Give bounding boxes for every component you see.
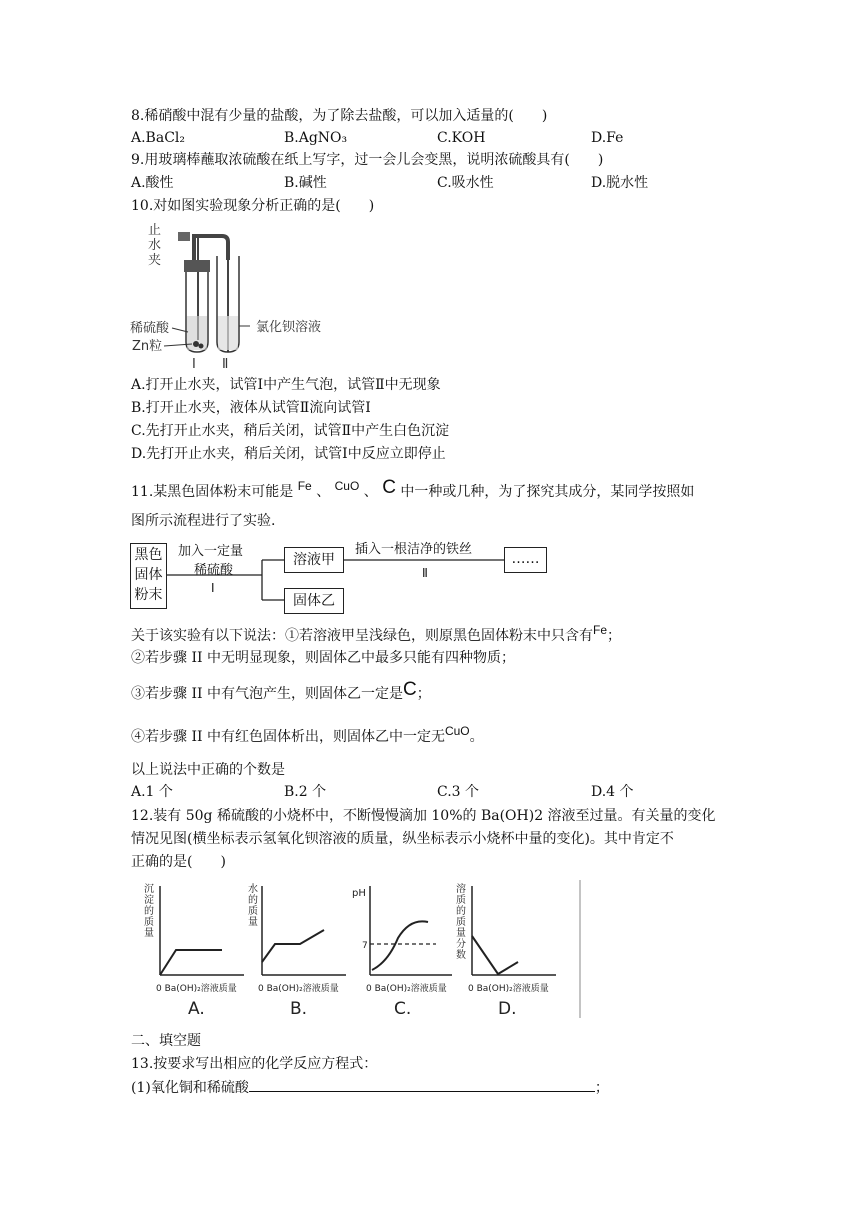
q11-option-d: D.4 个: [591, 784, 634, 800]
svg-text:质: 质: [248, 906, 258, 917]
tube-1-label: Ⅰ: [192, 357, 196, 372]
zn-label: Zn粒: [132, 339, 163, 354]
flow-start-box: [130, 543, 167, 609]
svg-text:溶: 溶: [456, 884, 466, 895]
svg-text:分: 分: [456, 939, 466, 950]
q8-option-c: C.KOH: [437, 130, 486, 146]
q10-stem: 10.对如图实验现象分析正确的是( ): [131, 198, 375, 214]
svg-text:量: 量: [144, 928, 154, 939]
q9-option-b: B.碱性: [284, 175, 327, 191]
fe-formula: Fe: [297, 479, 312, 493]
q11-stem-line1: 11.某黑色固体粉末可能是 Fe 、 CuO 、 C 中一种或几种，为了探究其成分，某同学按照如: [131, 477, 695, 500]
q12-stem-3: 正确的是( ): [131, 854, 226, 870]
chart-c-letter: C.: [394, 999, 412, 1019]
fe-formula: Fe: [593, 623, 608, 637]
chart-b-curve: [262, 930, 324, 962]
svg-text:质: 质: [456, 917, 466, 928]
solution-box: [284, 547, 344, 573]
step1-mid: 稀硫酸: [194, 563, 234, 578]
svg-text:的: 的: [144, 906, 154, 917]
clamp-label-3: 夹: [148, 253, 162, 268]
q10-option-d: D.先打开止水夹，稍后关闭，试管Ⅰ中反应立即停止: [131, 446, 446, 462]
q12-stem-1: 12.装有 50g 稀硫酸的小烧杯中，不断慢慢滴加 10%的 Ba(OH)2 溶液至过量。有关量的变化: [131, 808, 716, 824]
chart-b: [248, 882, 346, 1019]
cuo-formula: CuO: [334, 479, 360, 493]
q12-charts: [140, 878, 585, 1020]
q11-statement-1: 关于该实验有以下说法：①若溶液甲呈浅绿色，则原黑色固体粉末中只含有Fe；: [131, 623, 622, 644]
q10-option-b: B.打开止水夹，液体从试管Ⅱ流向试管Ⅰ: [131, 400, 371, 416]
q9-stem: 9.用玻璃棒蘸取浓硫酸在纸上写字，过一会儿会变黑，说明浓硫酸具有( ): [131, 152, 604, 168]
svg-text:量: 量: [248, 917, 258, 928]
svg-text:质: 质: [456, 895, 466, 906]
bacl2-label: 氯化钡溶液: [256, 320, 322, 335]
tube-2-label: Ⅱ: [222, 357, 229, 372]
flow-start-label: 黑色固体粉末: [134, 547, 163, 603]
chart-b-xlabel: 0 Ba(OH)₂溶液质量: [258, 984, 339, 994]
chart-a: [144, 883, 244, 1019]
clamp-icon: [178, 232, 190, 241]
q13-stem: 13.按要求写出相应的化学反应方程式：: [131, 1056, 378, 1072]
q12-stem-2: 情况见图(横坐标表示氢氧化钡溶液的质量，纵坐标表示小烧杯中量的变化)。其中肯定不: [131, 831, 674, 847]
section-2-heading: 二、填空题: [131, 1033, 201, 1049]
solid-box: [284, 588, 344, 614]
q9-option-a: A.酸性: [131, 175, 174, 191]
q11-statement-2: ②若步骤 II 中无明显现象，则固体乙中最多只能有四种物质；: [131, 650, 515, 666]
cuo-formula: CuO: [444, 724, 470, 738]
svg-text:量: 量: [456, 928, 466, 939]
q8-stem: 8.稀硝酸中混有少量的盐酸，为了除去盐酸，可以加入适量的( ): [131, 108, 548, 124]
svg-text:的: 的: [248, 895, 258, 906]
svg-text:数: 数: [456, 950, 466, 961]
zinc-granule: [193, 341, 199, 347]
svg-text:水: 水: [248, 884, 258, 895]
solid-label: 固体乙: [293, 593, 335, 609]
chart-c-ylabel: pH: [352, 888, 366, 899]
q13-item-1: (1)氧化铜和稀硫酸 ；: [131, 1077, 609, 1098]
svg-text:的: 的: [456, 906, 466, 917]
chart-a-ylabel-1: 沉: [144, 884, 154, 895]
q11-statement-3: ③若步骤 II 中有气泡产生，则固体乙一定是C；: [131, 679, 431, 702]
q11-statement-4: ④若步骤 II 中有红色固体析出，则固体乙中一定无CuO。: [131, 724, 484, 745]
chart-b-letter: B.: [290, 999, 308, 1019]
chart-d-curve: [472, 936, 518, 974]
step1-top: 加入一定量: [178, 544, 244, 559]
q10-option-c: C.先打开止水夹，稍后关闭，试管Ⅱ中产生白色沉淀: [131, 423, 450, 439]
c-formula: C: [402, 679, 417, 700]
clamp-label-2: 水: [148, 238, 162, 253]
step1-num: Ⅰ: [211, 581, 215, 595]
q10-option-a: A.打开止水夹，试管Ⅰ中产生气泡，试管Ⅱ中无现象: [131, 377, 441, 393]
q11-ask: 以上说法中正确的个数是: [131, 762, 285, 778]
q11-option-a: A.1 个: [131, 784, 173, 800]
chart-d: [456, 882, 556, 1019]
q9-option-d: D.脱水性: [591, 175, 649, 191]
stopper: [184, 260, 210, 272]
connecting-tube: [194, 236, 228, 260]
svg-text:质: 质: [144, 917, 154, 928]
chart-a-xlabel: 0 Ba(OH)₂溶液质量: [156, 984, 237, 994]
chart-a-curve: [160, 950, 222, 975]
q11-option-b: B.2 个: [284, 784, 327, 800]
q8-option-b: B.AgNO₃: [284, 130, 348, 146]
zinc-granule: [199, 344, 204, 349]
step2-num: Ⅱ: [422, 566, 428, 580]
chart-c-xlabel: 0 Ba(OH)₂溶液质量: [366, 984, 447, 994]
end-box: [504, 547, 547, 573]
acid-label: 稀硫酸: [130, 321, 170, 336]
chart-c: [352, 886, 452, 1019]
c-formula: C: [382, 477, 396, 498]
clamp-label-1: 止: [148, 223, 162, 238]
chart-c-curve: [372, 921, 428, 970]
solution-label: 溶液甲: [293, 552, 335, 568]
svg-text:淀: 淀: [144, 895, 154, 906]
q10-apparatus-figure: [126, 220, 346, 372]
q8-option-a: A.BaCl₂: [131, 130, 185, 146]
chart-d-xlabel: 0 Ba(OH)₂溶液质量: [468, 984, 549, 994]
chart-a-letter: A.: [188, 999, 205, 1019]
q9-option-c: C.吸水性: [437, 175, 494, 191]
chart-d-letter: D.: [498, 999, 517, 1019]
answer-blank[interactable]: [249, 1077, 595, 1092]
end-label: ……: [511, 551, 540, 567]
q11-option-c: C.3 个: [437, 784, 480, 800]
chart-c-ref: 7: [362, 941, 368, 951]
q11-stem-line2: 图所示流程进行了实验.: [131, 513, 276, 529]
bacl2-liquid: [218, 316, 238, 350]
q8-option-d: D.Fe: [591, 130, 624, 146]
step2-top: 插入一根洁净的铁丝: [355, 542, 473, 557]
